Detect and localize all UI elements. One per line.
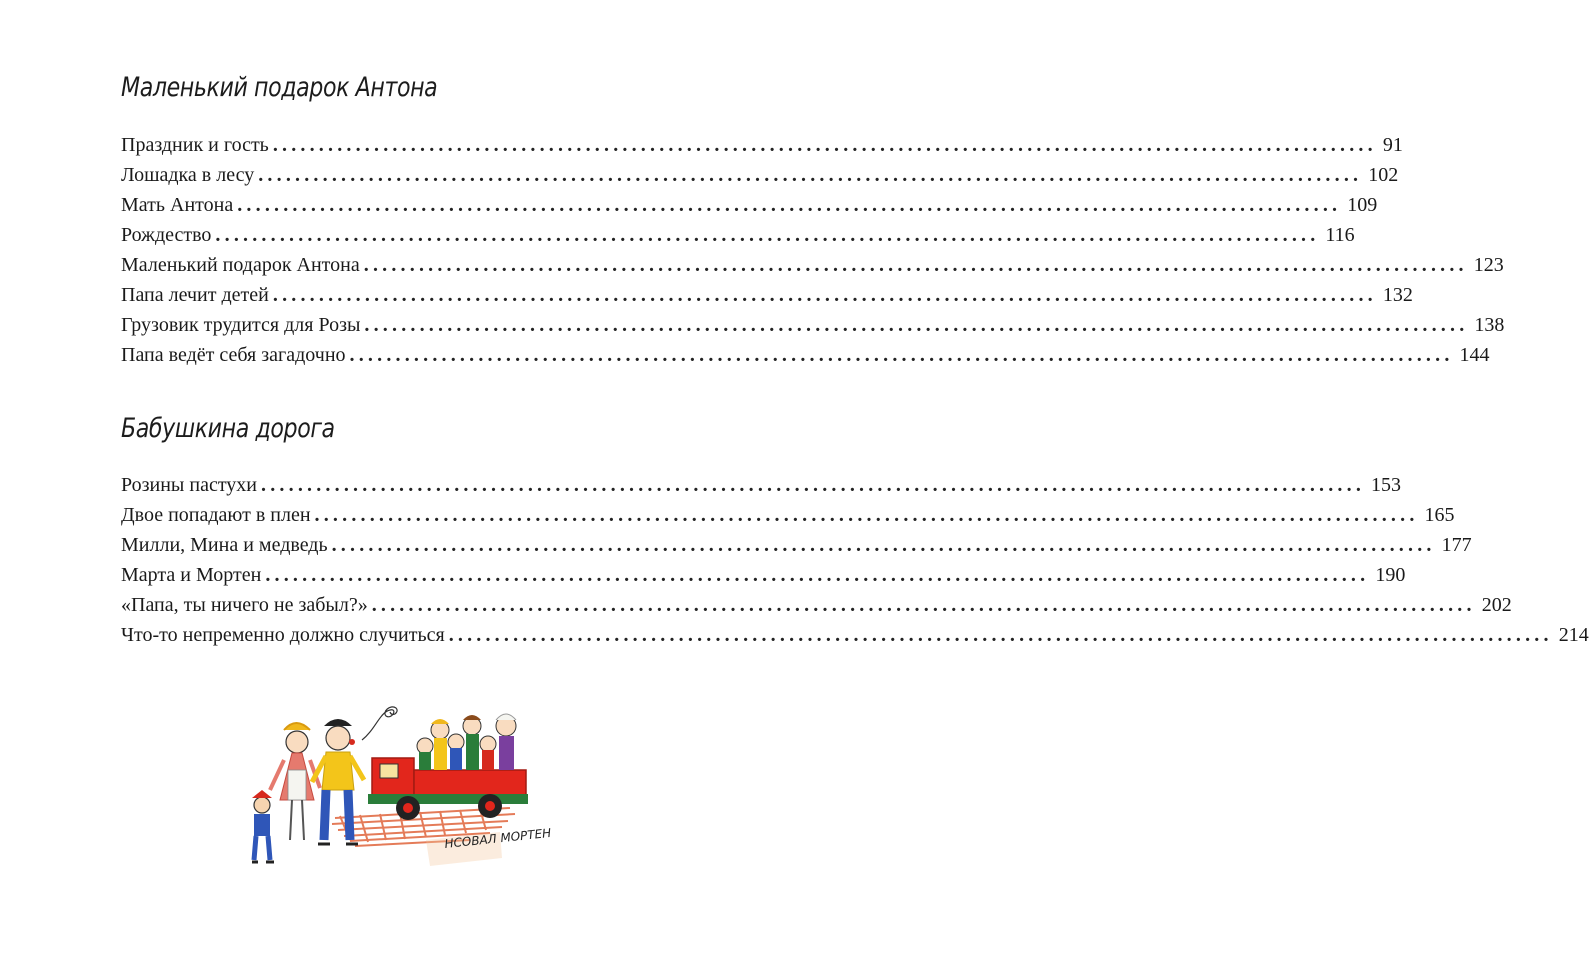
leader-dots: ........................................................................................................................: [272, 284, 1377, 306]
entry-page: 214: [1558, 624, 1589, 646]
toc-entry: [121, 284, 1413, 314]
entry-title: Грузовик трудится для Розы: [121, 314, 361, 336]
leader-dots: ........................................................................................................................: [272, 134, 1377, 156]
toc-entry: [121, 194, 1378, 224]
entry-page: 144: [1459, 344, 1490, 366]
toc-entry: [121, 224, 1355, 254]
crayon-illustration: [240, 690, 552, 900]
leader-dots: ........................................................................................................................: [314, 504, 1419, 526]
entry-title: Двое попадают в плен: [121, 504, 311, 526]
leader-dots: ........................................................................................................................: [215, 224, 1320, 246]
entry-title: Папа ведёт себя загадочно: [121, 344, 346, 366]
entry-page: 116: [1325, 224, 1355, 246]
signature-line-1: НСОВАЛ МОРТЕН: [443, 825, 552, 851]
entry-title: Розины пастухи: [121, 474, 258, 496]
entry-page: 177: [1441, 534, 1472, 556]
toc-entry: [121, 624, 1589, 654]
truck-passengers: [417, 714, 516, 770]
entry-title: Папа лечит детей: [121, 284, 269, 306]
section-title: Маленький подарок Антона: [121, 72, 438, 103]
entry-page: 123: [1473, 254, 1504, 276]
entry-title: Что-то непременно должно случиться: [121, 624, 445, 646]
entry-page: 190: [1375, 564, 1406, 586]
entry-title: «Папа, ты ничего не забыл?»: [121, 594, 368, 616]
entry-page: 132: [1382, 284, 1413, 306]
toc-list: [121, 134, 1505, 374]
leader-dots: ........................................................................................................................: [349, 344, 1454, 366]
entry-page: 138: [1474, 314, 1505, 336]
leader-dots: ........................................................................................................................: [237, 194, 1342, 216]
child-figure: [252, 790, 274, 862]
leader-dots: ........................................................................................................................: [258, 164, 1363, 186]
entry-page: 202: [1481, 594, 1512, 616]
entry-title: Рождество: [121, 224, 212, 246]
toc-list: [121, 474, 1589, 654]
entry-title: Лошадка в лесу: [121, 164, 255, 186]
entry-page: 153: [1371, 474, 1402, 496]
toc-entry: [121, 504, 1455, 534]
toc-entry: [121, 594, 1512, 624]
entry-page: 165: [1424, 504, 1455, 526]
entry-page: 109: [1347, 194, 1378, 216]
entry-title: Милли, Мина и медведь: [121, 534, 328, 556]
leader-dots: ........................................................................................................................: [265, 564, 1370, 586]
toc-entry: [121, 134, 1403, 164]
leader-dots: ........................................................................................................................: [371, 594, 1476, 616]
leader-dots: ........................................................................................................................: [331, 534, 1436, 556]
toc-entry: [121, 254, 1504, 284]
toc-entry: [121, 164, 1399, 194]
leader-dots: ........................................................................................................................: [448, 624, 1553, 646]
entry-title: Маленький подарок Антона: [121, 254, 360, 276]
entry-page: 91: [1382, 134, 1403, 156]
entry-title: Марта и Мортен: [121, 564, 262, 586]
toc-entry: [121, 534, 1472, 564]
toc-entry: [121, 344, 1490, 374]
entry-page: 102: [1368, 164, 1399, 186]
entry-title: Праздник и гость: [121, 134, 269, 156]
leader-dots: ........................................................................................................................: [363, 254, 1468, 276]
leader-dots: ........................................................................................................................: [364, 314, 1469, 336]
entry-title: Мать Антона: [121, 194, 234, 216]
speech-curl: [362, 707, 397, 740]
leader-dots: ........................................................................................................................: [261, 474, 1366, 496]
toc-entry: [121, 474, 1402, 504]
toc-entry: [121, 564, 1406, 594]
toc-entry: [121, 314, 1505, 344]
section-title: Бабушкина дорога: [121, 413, 335, 444]
